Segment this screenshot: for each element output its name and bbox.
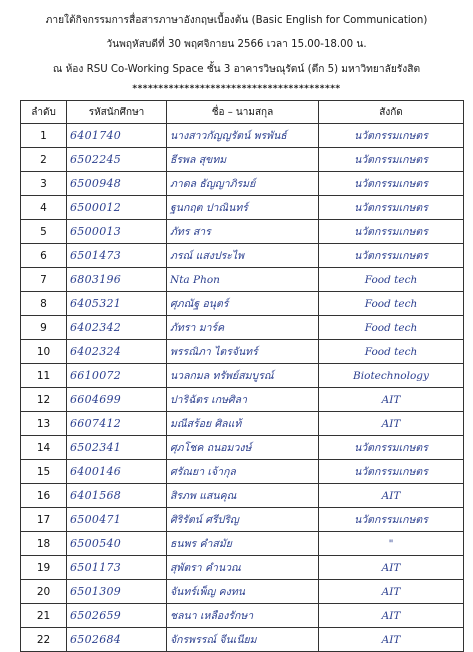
student-name: ภรณ์ แสงประไพ — [167, 244, 319, 268]
student-id: 6402342 — [67, 316, 167, 340]
row-number: 14 — [21, 436, 67, 460]
student-id: 6401740 — [67, 124, 167, 148]
student-name: ศุภโชค ถนอมวงษ์ — [167, 436, 319, 460]
row-number: 21 — [21, 604, 67, 628]
row-number: 5 — [21, 220, 67, 244]
affiliation: นวัตกรรมเกษตร — [319, 436, 464, 460]
affiliation: AIT — [319, 484, 464, 508]
table-row — [21, 460, 464, 484]
attendance-table — [20, 100, 464, 652]
student-name: พรรณิภา ไตรจันทร์ — [167, 340, 319, 364]
student-id: 6501473 — [67, 244, 167, 268]
affiliation: นวัตกรรมเกษตร — [319, 148, 464, 172]
student-name: ศุภณัฐ อนุตร์ — [167, 292, 319, 316]
column-header-student-id: รหัสนักศึกษา — [67, 101, 167, 124]
student-id: 6402324 — [67, 340, 167, 364]
table-header-row — [21, 101, 464, 124]
affiliation: Food tech — [319, 340, 464, 364]
student-id: 6604699 — [67, 388, 167, 412]
table-row — [21, 292, 464, 316]
student-name: จันทร์เพ็ญ คงทน — [167, 580, 319, 604]
row-number: 1 — [21, 124, 67, 148]
student-id: 6400146 — [67, 460, 167, 484]
affiliation: Food tech — [319, 316, 464, 340]
student-id: 6500012 — [67, 196, 167, 220]
student-id: 6803196 — [67, 268, 167, 292]
student-name: ศรัณยา เจ้ากุล — [167, 460, 319, 484]
row-number: 22 — [21, 628, 67, 652]
student-id: 6607412 — [67, 412, 167, 436]
row-number: 19 — [21, 556, 67, 580]
student-name: ปาริฉัตร เกษศิลา — [167, 388, 319, 412]
affiliation: AIT — [319, 556, 464, 580]
column-header-name: ชื่อ – นามสกุล — [167, 101, 319, 124]
table-row — [21, 172, 464, 196]
affiliation: AIT — [319, 628, 464, 652]
column-header-no: ลำดับ — [21, 101, 67, 124]
affiliation: นวัตกรรมเกษตร — [319, 220, 464, 244]
affiliation: นวัตกรรมเกษตร — [319, 172, 464, 196]
table-row — [21, 316, 464, 340]
row-number: 10 — [21, 340, 67, 364]
affiliation: AIT — [319, 412, 464, 436]
row-number: 16 — [21, 484, 67, 508]
activity-title: ภายใต้กิจกรรมการสื่อสารภาษาอังกฤษเบื้องต้น (Basic English for Communication) — [45, 15, 428, 26]
affiliation: นวัตกรรมเกษตร — [319, 244, 464, 268]
row-number: 8 — [21, 292, 67, 316]
row-number: 4 — [21, 196, 67, 220]
table-row — [21, 148, 464, 172]
affiliation: " — [319, 532, 464, 556]
event-date: วันพฤหัสบดีที่ 30 พฤศจิกายน 2566 เวลา 15.00-18.00 น. — [106, 39, 367, 50]
table-row — [21, 508, 464, 532]
student-id: 6502341 — [67, 436, 167, 460]
table-row — [21, 340, 464, 364]
student-id: 6502659 — [67, 604, 167, 628]
row-number: 15 — [21, 460, 67, 484]
table-row — [21, 124, 464, 148]
student-name: ธีรพล สุขทม — [167, 148, 319, 172]
table-row — [21, 604, 464, 628]
student-name: ภาดล ธัญญาภิรมย์ — [167, 172, 319, 196]
affiliation: Biotechnology — [319, 364, 464, 388]
event-location: ณ ห้อง RSU Co-Working Space ชั้น 3 อาคารวิษณุรัตน์ (ตึก 5) มหาวิทยาลัยรังสิต — [52, 64, 421, 75]
row-number: 7 — [21, 268, 67, 292]
student-name: Nta Phon — [167, 268, 319, 292]
student-id: 6405321 — [67, 292, 167, 316]
student-id: 6502245 — [67, 148, 167, 172]
student-id: 6401568 — [67, 484, 167, 508]
student-name: นางสาวกัญญรัตน์ พรพันธ์ — [167, 124, 319, 148]
row-number: 20 — [21, 580, 67, 604]
row-number: 17 — [21, 508, 67, 532]
student-id: 6500540 — [67, 532, 167, 556]
affiliation: นวัตกรรมเกษตร — [319, 124, 464, 148]
student-name: ธนพร คำสมัย — [167, 532, 319, 556]
affiliation: AIT — [319, 580, 464, 604]
affiliation: AIT — [319, 388, 464, 412]
student-name: ภัทรา มาร์ค — [167, 316, 319, 340]
row-number: 9 — [21, 316, 67, 340]
column-header-affiliation: สังกัด — [319, 101, 464, 124]
table-row — [21, 244, 464, 268]
student-id: 6500471 — [67, 508, 167, 532]
student-id: 6501309 — [67, 580, 167, 604]
student-id: 6500948 — [67, 172, 167, 196]
student-name: ภัทร สาร — [167, 220, 319, 244]
table-row — [21, 532, 464, 556]
affiliation: Food tech — [319, 292, 464, 316]
table-row — [21, 484, 464, 508]
table-row — [21, 364, 464, 388]
row-number: 3 — [21, 172, 67, 196]
affiliation: นวัตกรรมเกษตร — [319, 196, 464, 220]
row-number: 6 — [21, 244, 67, 268]
row-number: 11 — [21, 364, 67, 388]
separator-stars: **************************************** — [132, 84, 341, 94]
affiliation: นวัตกรรมเกษตร — [319, 460, 464, 484]
table-row — [21, 580, 464, 604]
table-row — [21, 388, 464, 412]
student-name: นวลกมล ทรัพย์สมบูรณ์ — [167, 364, 319, 388]
row-number: 12 — [21, 388, 67, 412]
student-name: สิรภพ แสนคุณ — [167, 484, 319, 508]
row-number: 18 — [21, 532, 67, 556]
row-number: 13 — [21, 412, 67, 436]
student-name: มณีสร้อย ศิลแท้ — [167, 412, 319, 436]
table-row — [21, 436, 464, 460]
student-id: 6501173 — [67, 556, 167, 580]
student-id: 6502684 — [67, 628, 167, 652]
table-row — [21, 412, 464, 436]
table-row — [21, 268, 464, 292]
student-name: ฐนกฤต ปาณินทร์ — [167, 196, 319, 220]
affiliation: AIT — [319, 604, 464, 628]
student-id: 6500013 — [67, 220, 167, 244]
table-row — [21, 628, 464, 652]
student-name: จักรพรรณ์ จีนเนียม — [167, 628, 319, 652]
affiliation: Food tech — [319, 268, 464, 292]
student-name: ชลนา เหลืองรักษา — [167, 604, 319, 628]
student-id: 6610072 — [67, 364, 167, 388]
table-row — [21, 196, 464, 220]
row-number: 2 — [21, 148, 67, 172]
affiliation: นวัตกรรมเกษตร — [319, 508, 464, 532]
table-row — [21, 556, 464, 580]
student-name: สุพัตรา คำนวณ — [167, 556, 319, 580]
student-name: ศิริรัตน์ ศรีปริญ — [167, 508, 319, 532]
table-row — [21, 220, 464, 244]
